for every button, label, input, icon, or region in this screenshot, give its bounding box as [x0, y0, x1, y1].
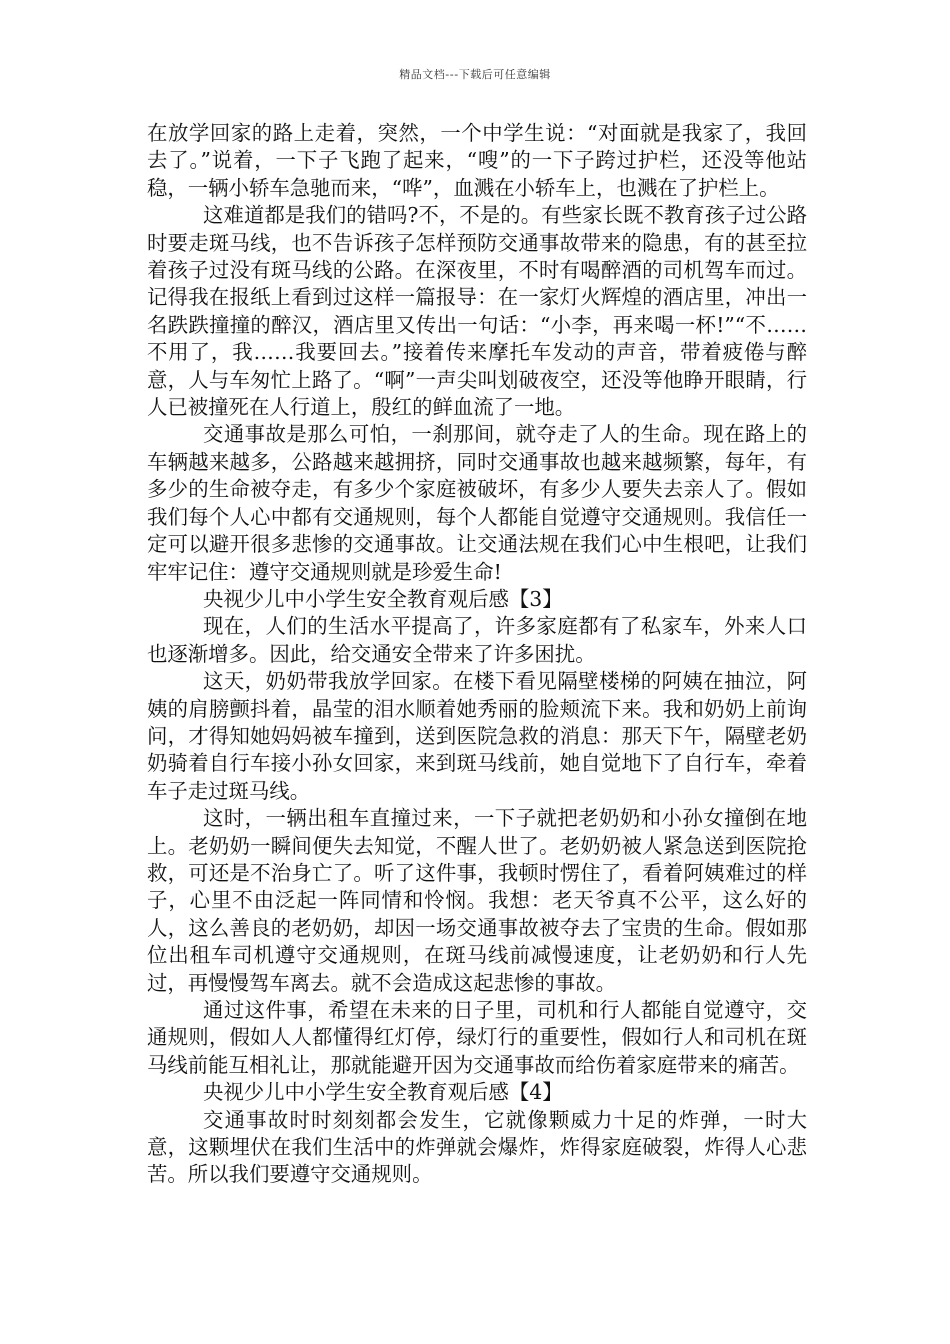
- paragraph-4: 现在，人们的生活水平提高了，许多家庭都有了私家车，外来人口也逐渐增多。因此，给交通安全带来了许多困扰。: [147, 614, 807, 666]
- section-heading-3: 央视少儿中小学生安全教育观后感【3】: [203, 586, 563, 611]
- section-heading-4: 央视少儿中小学生安全教育观后感【4】: [203, 1080, 563, 1105]
- paragraph-3: 交通事故是那么可怕，一刹那间，就夺走了人的生命。现在路上的车辆越来越多，公路越来越拥挤，同时交通事故也越来越频繁，每年，有多少的生命被夺走，有多少个家庭被破坏，有多少人要失去亲人了。假如我们每个人心中都有交通规则，每个人都能自觉遵守交通规则。我信任一定可以避开很多悲惨的交通事故。让交通法规在我们心中生根吧，让我们牢牢记住：遵守交通规则就是珍爱生命!: [147, 422, 807, 584]
- paragraph-8: 交通事故时时刻刻都会发生，它就像颗威力十足的炸弹，一时大意，这颗埋伏在我们生活中的炸弹就会爆炸，炸得家庭破裂，炸得人心悲苦。所以我们要遵守交通规则。: [147, 1107, 807, 1187]
- document-body: [147, 120, 807, 1189]
- paragraph-1: 在放学回家的路上走着，突然，一个中学生说：“对面就是我家了，我回去了。”说着，一下子飞跑了起来，“嗖”的一下子跨过护栏，还没等他站稳，一辆小轿车急驰而来，“哗”，血溅在小轿车上，也溅在了护栏上。: [147, 121, 807, 200]
- paragraph-5: 这天，奶奶带我放学回家。在楼下看见隔壁楼梯的阿姨在抽泣，阿姨的肩膀颤抖着，晶莹的泪水顺着她秀丽的脸颊流下来。我和奶奶上前询问，才得知她妈妈被车撞到，送到医院急救的消息：那天下午，隔壁老奶奶骑着自行车接小孙女回家，来到斑马线前，她自觉地下了自行车，牵着车子走过斑马线。: [147, 669, 807, 803]
- paragraph-6: 这时，一辆出租车直撞过来，一下子就把老奶奶和小孙女撞倒在地上。老奶奶一瞬间便失去知觉，不醒人世了。老奶奶被人紧急送到医院抢救，可还是不治身亡了。听了这件事，我顿时愣住了，看着阿姨难过的样子，心里不由泛起一阵同情和怜悯。我想：老天爷真不公平，这么好的人，这么善良的老奶奶，却因一场交通事故被夺去了宝贵的生命。假如那位出租车司机遵守交通规则，在斑马线前减慢速度，让老奶奶和行人先过，再慢慢驾车离去。就不会造成这起悲惨的事故。: [147, 806, 807, 995]
- paragraph-2: 这难道都是我们的错吗?不，不是的。有些家长既不教育孩子过公路时要走斑马线，也不告诉孩子怎样预防交通事故带来的隐患，有的甚至拉着孩子过没有斑马线的公路。在深夜里，不时有喝醉酒的司机驾车而过。记得我在报纸上看到过这样一篇报导：在一家灯火辉煌的酒店里，冲出一名跌跌撞撞的醉汉，酒店里又传出一句话：“小李，再来喝一杯!”“不……不用了，我……我要回去。”接着传来摩托车发动的声音，带着疲倦与醉意，人与车匆忙上路了。“啊”一声尖叫划破夜空，还没等他睁开眼睛，行人已被撞死在人行道上，殷红的鲜血流了一地。: [147, 203, 807, 420]
- paragraph-7: 通过这件事，希望在未来的日子里，司机和行人都能自觉遵守，交通规则，假如人人都懂得红灯停，绿灯行的重要性，假如行人和司机在斑马线前能互相礼让，那就能避开因为交通事故而给伤着家庭带来的痛苦。: [147, 998, 807, 1077]
- page-header: 精品文档---下载后可任意编辑: [399, 68, 551, 81]
